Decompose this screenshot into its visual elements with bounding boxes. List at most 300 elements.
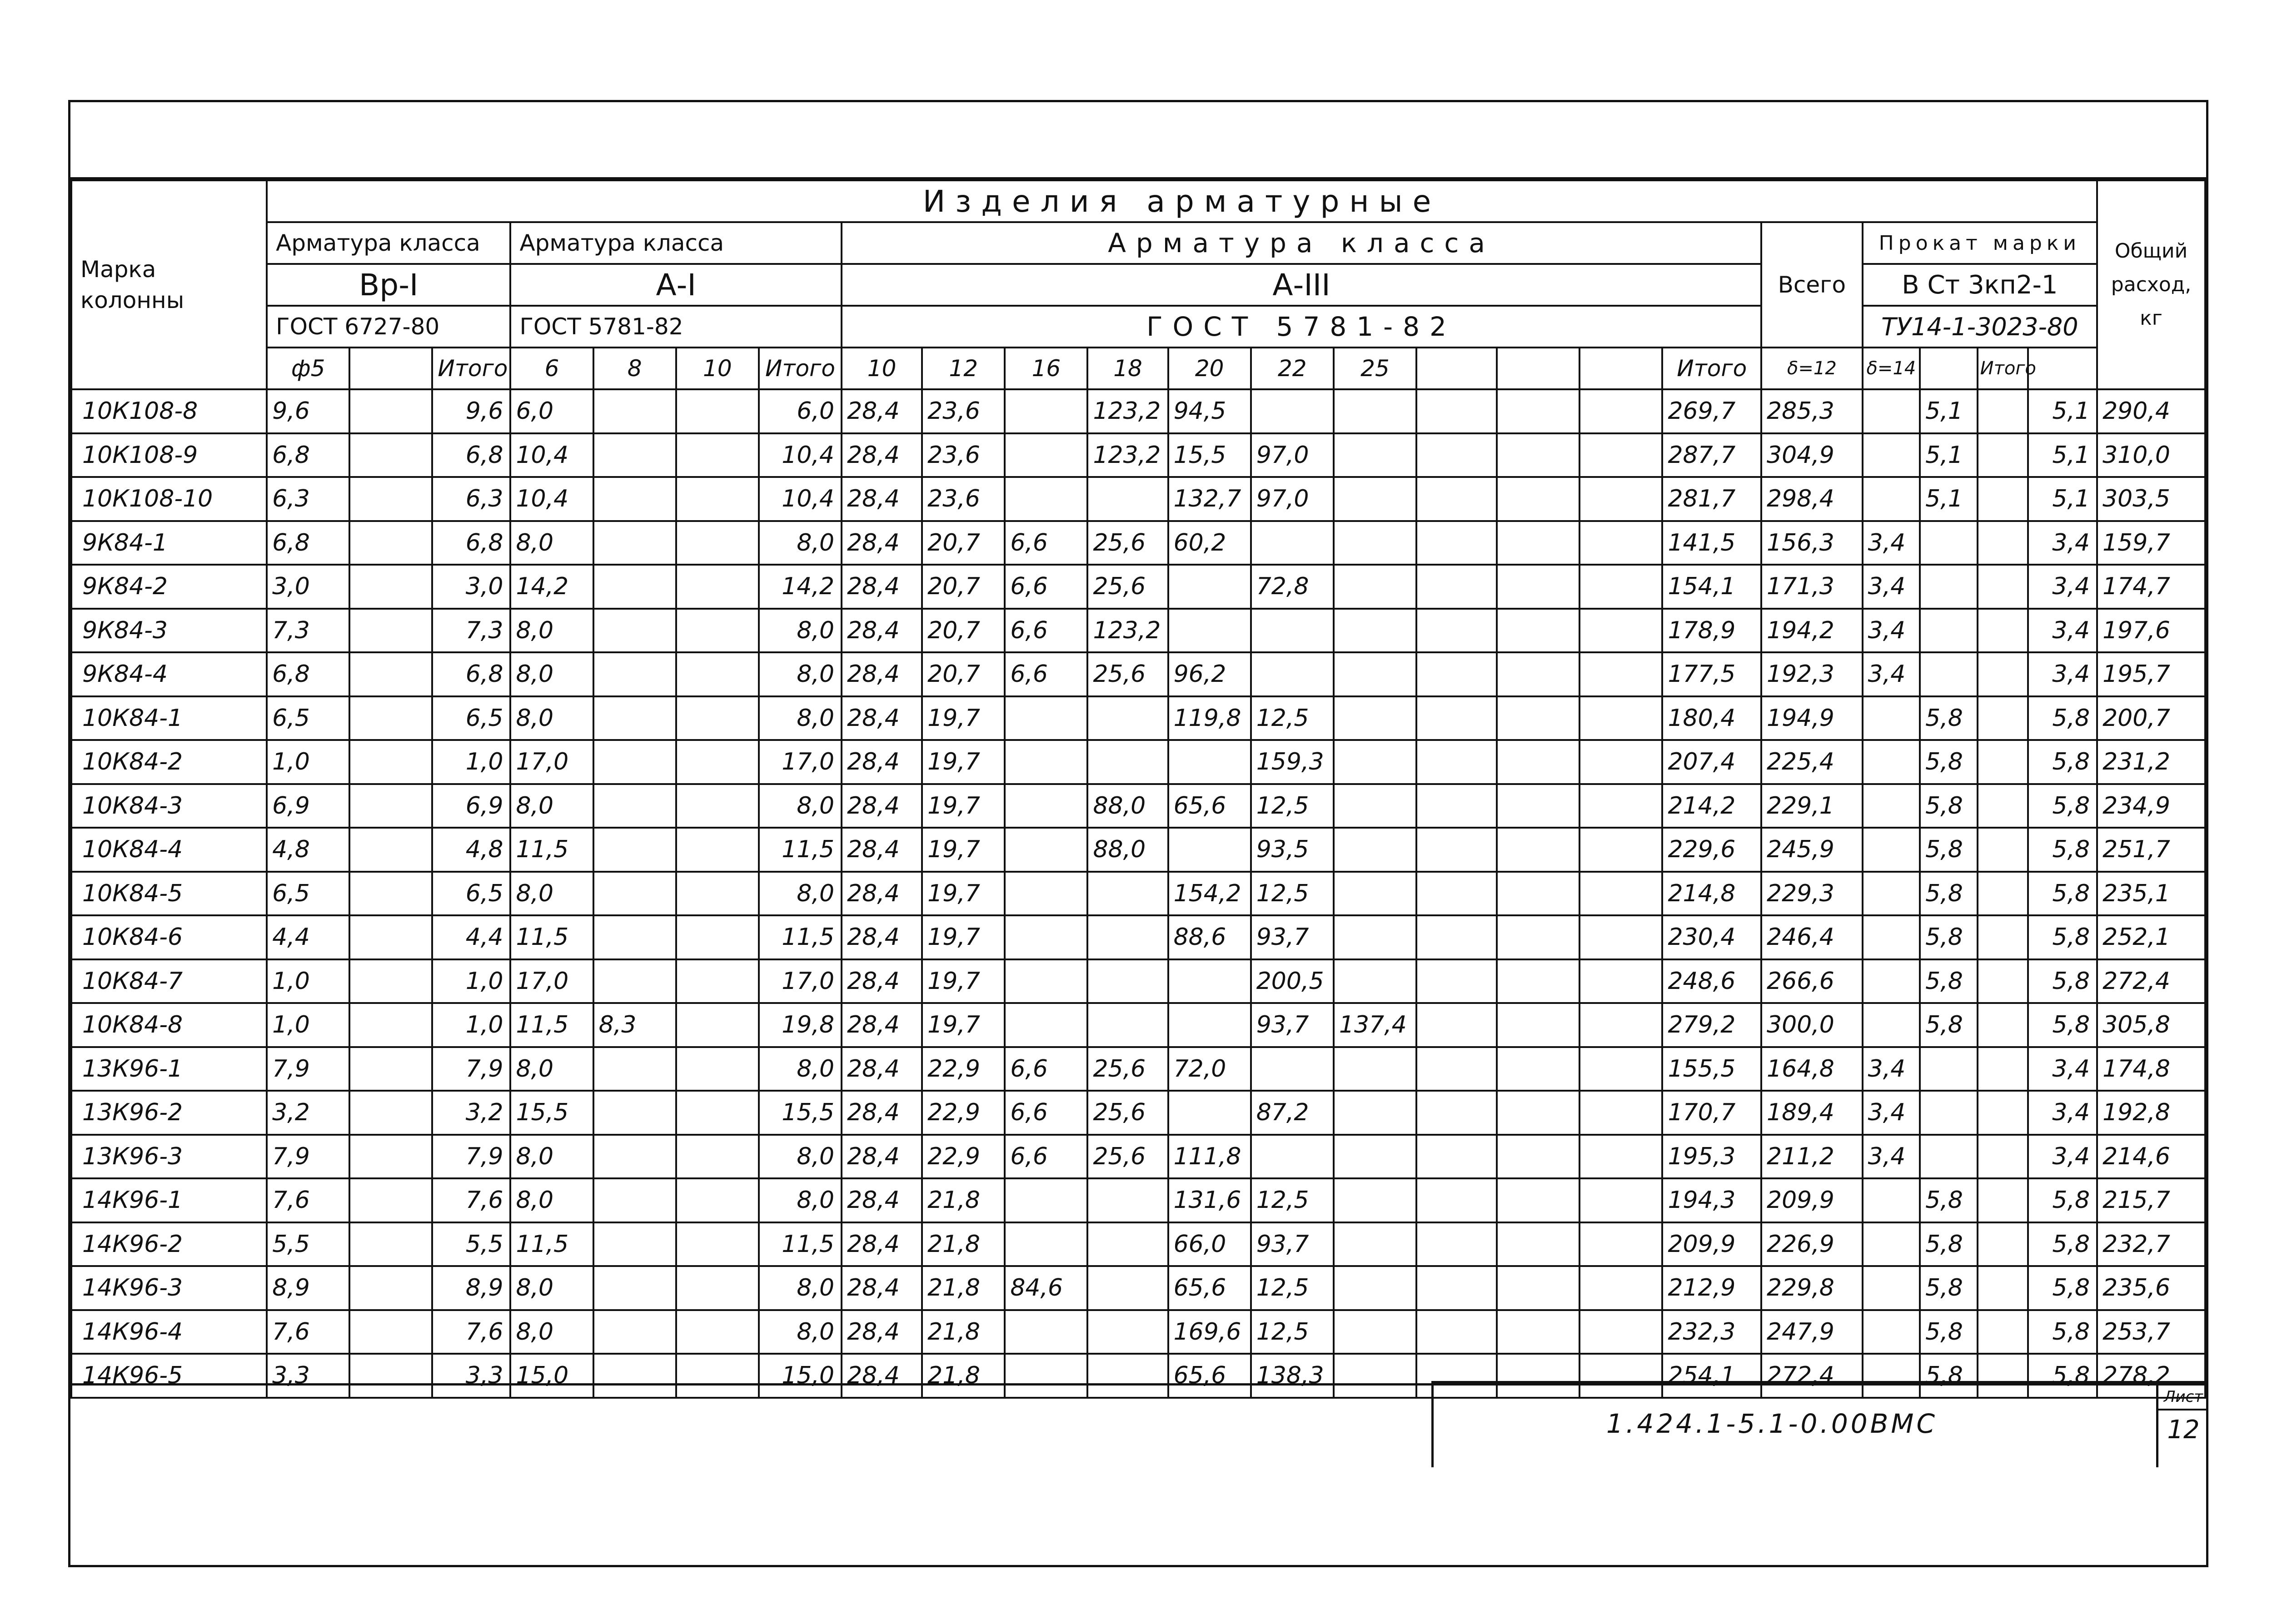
value-cell: 229,8 xyxy=(1761,1266,1863,1310)
table-title: Изделия арматурные xyxy=(267,180,2097,222)
value-cell xyxy=(1168,565,1251,609)
value-cell: 132,7 xyxy=(1168,477,1251,521)
value-cell xyxy=(1497,477,1579,521)
value-cell: 8,0 xyxy=(759,784,842,828)
value-cell: 8,0 xyxy=(510,1310,593,1354)
value-cell: 226,9 xyxy=(1761,1222,1863,1266)
group1-gost: ГОСТ 6727-80 xyxy=(267,306,510,348)
value-cell: 1,0 xyxy=(432,740,510,784)
value-cell xyxy=(1087,1003,1168,1047)
value-cell: 5,8 xyxy=(1920,1178,1978,1222)
value-cell xyxy=(1497,1310,1579,1354)
value-cell: 14,2 xyxy=(759,565,842,609)
value-cell xyxy=(1863,433,1920,477)
value-cell xyxy=(1334,477,1416,521)
group1-header: Арматура класса xyxy=(267,222,510,264)
value-cell xyxy=(1863,1222,1920,1266)
value-cell: 11,5 xyxy=(510,915,593,959)
group3-sub-9 xyxy=(1579,348,1662,389)
value-cell: 15,5 xyxy=(510,1091,593,1135)
value-cell xyxy=(593,872,676,916)
value-cell: 5,8 xyxy=(2028,1310,2097,1354)
value-cell xyxy=(1978,433,2028,477)
value-cell: 1,0 xyxy=(267,740,349,784)
value-cell xyxy=(349,696,432,740)
mark-column-header: Марка колонны xyxy=(71,180,267,389)
value-cell xyxy=(1579,389,1662,433)
value-cell xyxy=(1334,609,1416,653)
value-cell xyxy=(349,652,432,696)
value-cell: 6,6 xyxy=(1005,1135,1087,1179)
value-cell: 21,8 xyxy=(922,1354,1005,1398)
column-mark-cell: 10К84-3 xyxy=(71,784,267,828)
value-cell: 254,1 xyxy=(1662,1354,1761,1398)
table-row xyxy=(71,1003,2205,1047)
general-consumption-header: Общий расход, кг xyxy=(2097,180,2205,389)
value-cell xyxy=(1497,1003,1579,1047)
value-cell xyxy=(349,1354,432,1398)
value-cell: 8,0 xyxy=(759,872,842,916)
value-cell xyxy=(1920,1091,1978,1135)
value-cell: 19,7 xyxy=(922,828,1005,872)
value-cell: 19,8 xyxy=(759,1003,842,1047)
value-cell: 6,6 xyxy=(1005,1091,1087,1135)
value-cell: 5,8 xyxy=(2028,959,2097,1003)
value-cell xyxy=(676,740,759,784)
value-cell xyxy=(676,1178,759,1222)
value-cell xyxy=(593,521,676,565)
value-cell: 93,5 xyxy=(1251,828,1334,872)
value-cell: 12,5 xyxy=(1251,784,1334,828)
value-cell: 211,2 xyxy=(1761,1135,1863,1179)
value-cell xyxy=(1978,609,2028,653)
value-cell: 119,8 xyxy=(1168,696,1251,740)
value-cell: 20,7 xyxy=(922,521,1005,565)
value-cell xyxy=(1251,521,1334,565)
column-mark-cell: 14К96-3 xyxy=(71,1266,267,1310)
value-cell xyxy=(349,609,432,653)
value-cell: 5,8 xyxy=(1920,915,1978,959)
column-mark-cell: 9К84-3 xyxy=(71,609,267,653)
value-cell xyxy=(1978,828,2028,872)
value-cell xyxy=(1978,652,2028,696)
value-cell: 5,8 xyxy=(2028,1178,2097,1222)
value-cell xyxy=(1579,1003,1662,1047)
table-row xyxy=(71,696,2205,740)
value-cell xyxy=(593,696,676,740)
value-cell xyxy=(1579,696,1662,740)
value-cell xyxy=(1416,1266,1497,1310)
value-cell: 155,5 xyxy=(1662,1047,1761,1091)
value-cell: 6,8 xyxy=(267,521,349,565)
value-cell: 5,8 xyxy=(2028,1354,2097,1398)
value-cell xyxy=(1579,915,1662,959)
value-cell: 8,0 xyxy=(759,1047,842,1091)
value-cell xyxy=(349,1135,432,1179)
value-cell xyxy=(1497,433,1579,477)
value-cell: 28,4 xyxy=(842,784,922,828)
value-cell xyxy=(676,521,759,565)
value-cell: 8,9 xyxy=(432,1266,510,1310)
value-cell: 234,9 xyxy=(2097,784,2205,828)
value-cell: 5,8 xyxy=(1920,1003,1978,1047)
group3-sub-10: Итого xyxy=(1662,348,1761,389)
value-cell xyxy=(1497,1047,1579,1091)
value-cell: 28,4 xyxy=(842,652,922,696)
group3-sub-1: 12 xyxy=(922,348,1005,389)
table-row xyxy=(71,740,2205,784)
value-cell: 25,6 xyxy=(1087,565,1168,609)
value-cell: 28,4 xyxy=(842,1266,922,1310)
value-cell xyxy=(676,696,759,740)
table-row xyxy=(71,565,2205,609)
value-cell xyxy=(593,1222,676,1266)
value-cell xyxy=(1978,959,2028,1003)
value-cell xyxy=(1416,696,1497,740)
value-cell: 7,3 xyxy=(432,609,510,653)
group3-sub-7 xyxy=(1416,348,1497,389)
value-cell xyxy=(1087,1310,1168,1354)
table-row xyxy=(71,1178,2205,1222)
value-cell: 123,2 xyxy=(1087,389,1168,433)
value-cell: 8,0 xyxy=(510,521,593,565)
value-cell xyxy=(1005,433,1087,477)
rolled-grade: В Ст 3кп2-1 xyxy=(1863,264,2097,306)
table-row xyxy=(71,1135,2205,1179)
value-cell: 5,1 xyxy=(1920,477,1978,521)
value-cell xyxy=(593,1310,676,1354)
value-cell xyxy=(1005,959,1087,1003)
value-cell xyxy=(676,609,759,653)
value-cell xyxy=(1005,1003,1087,1047)
value-cell: 225,4 xyxy=(1761,740,1863,784)
value-cell xyxy=(1416,1222,1497,1266)
value-cell xyxy=(1416,1178,1497,1222)
value-cell: 28,4 xyxy=(842,740,922,784)
value-cell: 6,5 xyxy=(267,872,349,916)
value-cell: 97,0 xyxy=(1251,477,1334,521)
value-cell xyxy=(1920,521,1978,565)
value-cell xyxy=(349,1047,432,1091)
value-cell xyxy=(1005,1310,1087,1354)
rolled-header: Прокат марки xyxy=(1863,222,2097,264)
value-cell xyxy=(1087,915,1168,959)
value-cell xyxy=(1978,1222,2028,1266)
value-cell: 8,0 xyxy=(510,784,593,828)
group3-sub-0: 10 xyxy=(842,348,922,389)
value-cell xyxy=(1416,521,1497,565)
value-cell xyxy=(349,959,432,1003)
value-cell xyxy=(1416,1135,1497,1179)
value-cell: 131,6 xyxy=(1168,1178,1251,1222)
value-cell: 6,8 xyxy=(432,433,510,477)
value-cell xyxy=(1005,828,1087,872)
value-cell: 20,7 xyxy=(922,652,1005,696)
value-cell: 12,5 xyxy=(1251,1266,1334,1310)
value-cell: 84,6 xyxy=(1005,1266,1087,1310)
value-cell xyxy=(1087,1266,1168,1310)
value-cell xyxy=(1497,828,1579,872)
value-cell xyxy=(349,872,432,916)
group2-gost: ГОСТ 5781-82 xyxy=(510,306,842,348)
value-cell: 6,9 xyxy=(432,784,510,828)
value-cell xyxy=(1005,872,1087,916)
value-cell xyxy=(1416,1003,1497,1047)
value-cell xyxy=(593,915,676,959)
value-cell xyxy=(1497,389,1579,433)
value-cell xyxy=(1497,1135,1579,1179)
value-cell xyxy=(1005,915,1087,959)
value-cell xyxy=(676,1003,759,1047)
value-cell xyxy=(1416,959,1497,1003)
value-cell xyxy=(593,1354,676,1398)
value-cell: 28,4 xyxy=(842,1222,922,1266)
value-cell: 3,0 xyxy=(267,565,349,609)
value-cell: 5,8 xyxy=(1920,1266,1978,1310)
value-cell xyxy=(1978,565,2028,609)
column-mark-cell: 10К84-6 xyxy=(71,915,267,959)
value-cell xyxy=(349,389,432,433)
value-cell xyxy=(1168,740,1251,784)
value-cell: 15,5 xyxy=(1168,433,1251,477)
value-cell xyxy=(1334,740,1416,784)
value-cell: 137,4 xyxy=(1334,1003,1416,1047)
group3-sub-2: 16 xyxy=(1005,348,1087,389)
value-cell: 12,5 xyxy=(1251,1178,1334,1222)
value-cell: 17,0 xyxy=(510,740,593,784)
value-cell xyxy=(1978,1047,2028,1091)
value-cell: 5,1 xyxy=(1920,433,1978,477)
group1-sub-2: Итого xyxy=(432,348,510,389)
value-cell: 23,6 xyxy=(922,477,1005,521)
value-cell: 5,1 xyxy=(2028,477,2097,521)
value-cell xyxy=(1334,565,1416,609)
rolled-sub-0: δ=12 xyxy=(1761,348,1863,389)
value-cell: 3,4 xyxy=(1863,609,1920,653)
value-cell: 7,6 xyxy=(432,1178,510,1222)
group2-sub-1: 8 xyxy=(593,348,676,389)
value-cell xyxy=(593,1178,676,1222)
value-cell xyxy=(676,1310,759,1354)
value-cell xyxy=(1497,1222,1579,1266)
value-cell: 1,0 xyxy=(267,959,349,1003)
value-cell: 21,8 xyxy=(922,1310,1005,1354)
value-cell: 5,8 xyxy=(1920,740,1978,784)
value-cell: 28,4 xyxy=(842,477,922,521)
column-mark-cell: 10К84-8 xyxy=(71,1003,267,1047)
value-cell xyxy=(676,1222,759,1266)
value-cell: 5,8 xyxy=(1920,1354,1978,1398)
table-row xyxy=(71,784,2205,828)
value-cell xyxy=(1334,872,1416,916)
value-cell: 298,4 xyxy=(1761,477,1863,521)
value-cell xyxy=(1579,521,1662,565)
value-cell: 5,8 xyxy=(2028,828,2097,872)
value-cell xyxy=(1334,1047,1416,1091)
value-cell: 21,8 xyxy=(922,1178,1005,1222)
value-cell: 5,1 xyxy=(2028,389,2097,433)
value-cell: 3,4 xyxy=(1863,1135,1920,1179)
drawing-sheet xyxy=(68,100,2208,1567)
value-cell xyxy=(1863,915,1920,959)
value-cell: 6,3 xyxy=(432,477,510,521)
table-row xyxy=(71,389,2205,433)
value-cell xyxy=(676,389,759,433)
value-cell: 65,6 xyxy=(1168,784,1251,828)
value-cell: 231,2 xyxy=(2097,740,2205,784)
value-cell xyxy=(1334,1135,1416,1179)
value-cell: 5,8 xyxy=(2028,1003,2097,1047)
value-cell xyxy=(1978,740,2028,784)
value-cell xyxy=(1334,784,1416,828)
value-cell xyxy=(1334,652,1416,696)
value-cell xyxy=(1497,521,1579,565)
value-cell xyxy=(1005,740,1087,784)
value-cell: 28,4 xyxy=(842,1310,922,1354)
value-cell xyxy=(1005,696,1087,740)
column-mark-cell: 10К108-10 xyxy=(71,477,267,521)
value-cell: 246,4 xyxy=(1761,915,1863,959)
value-cell xyxy=(1334,959,1416,1003)
value-cell: 3,2 xyxy=(267,1091,349,1135)
value-cell xyxy=(1416,872,1497,916)
value-cell: 195,3 xyxy=(1662,1135,1761,1179)
value-cell xyxy=(593,389,676,433)
drawing-code: 1.424.1-5.1-0.00ВМС xyxy=(1606,1408,1938,1439)
value-cell: 1,0 xyxy=(267,1003,349,1047)
value-cell: 5,8 xyxy=(1920,872,1978,916)
value-cell xyxy=(676,784,759,828)
value-cell: 28,4 xyxy=(842,915,922,959)
value-cell: 209,9 xyxy=(1662,1222,1761,1266)
value-cell: 278,2 xyxy=(2097,1354,2205,1398)
value-cell xyxy=(1087,1354,1168,1398)
value-cell: 7,6 xyxy=(432,1310,510,1354)
value-cell: 72,0 xyxy=(1168,1047,1251,1091)
value-cell xyxy=(676,828,759,872)
value-cell: 6,8 xyxy=(432,652,510,696)
value-cell xyxy=(593,652,676,696)
value-cell: 28,4 xyxy=(842,1003,922,1047)
value-cell: 194,2 xyxy=(1761,609,1863,653)
column-mark-cell: 10К84-4 xyxy=(71,828,267,872)
table-row xyxy=(71,915,2205,959)
value-cell xyxy=(1579,1266,1662,1310)
value-cell: 5,8 xyxy=(2028,740,2097,784)
value-cell xyxy=(1334,915,1416,959)
value-cell xyxy=(1334,1091,1416,1135)
value-cell xyxy=(593,1266,676,1310)
value-cell xyxy=(349,828,432,872)
value-cell: 28,4 xyxy=(842,433,922,477)
value-cell: 19,7 xyxy=(922,696,1005,740)
value-cell: 269,7 xyxy=(1662,389,1761,433)
value-cell xyxy=(349,433,432,477)
column-mark-cell: 14К96-4 xyxy=(71,1310,267,1354)
table-body xyxy=(71,389,2205,1398)
value-cell: 192,3 xyxy=(1761,652,1863,696)
value-cell xyxy=(349,1178,432,1222)
value-cell xyxy=(349,1003,432,1047)
value-cell: 14,2 xyxy=(510,565,593,609)
value-cell: 3,3 xyxy=(267,1354,349,1398)
group1-sub-1 xyxy=(349,348,432,389)
value-cell: 8,0 xyxy=(510,1178,593,1222)
value-cell: 6,6 xyxy=(1005,609,1087,653)
value-cell: 6,5 xyxy=(267,696,349,740)
value-cell xyxy=(676,1135,759,1179)
value-cell xyxy=(1579,784,1662,828)
group3-sub-5: 22 xyxy=(1251,348,1334,389)
value-cell: 19,7 xyxy=(922,1003,1005,1047)
table-row xyxy=(71,521,2205,565)
value-cell xyxy=(593,609,676,653)
column-mark-cell: 10К108-9 xyxy=(71,433,267,477)
value-cell xyxy=(1579,740,1662,784)
value-cell xyxy=(349,915,432,959)
value-cell: 200,5 xyxy=(1251,959,1334,1003)
group3-header: Арматура класса xyxy=(842,222,1761,264)
value-cell: 28,4 xyxy=(842,872,922,916)
value-cell xyxy=(1863,696,1920,740)
value-cell xyxy=(1334,433,1416,477)
value-cell: 28,4 xyxy=(842,1047,922,1091)
value-cell: 8,0 xyxy=(759,609,842,653)
value-cell xyxy=(1087,1178,1168,1222)
value-cell xyxy=(1251,652,1334,696)
value-cell: 8,0 xyxy=(759,521,842,565)
value-cell xyxy=(593,433,676,477)
value-cell xyxy=(1920,1047,1978,1091)
value-cell: 28,4 xyxy=(842,696,922,740)
value-cell xyxy=(1579,959,1662,1003)
value-cell: 7,9 xyxy=(267,1047,349,1091)
value-cell: 8,0 xyxy=(510,696,593,740)
column-mark-cell: 13К96-1 xyxy=(71,1047,267,1091)
value-cell: 22,9 xyxy=(922,1047,1005,1091)
value-cell xyxy=(1005,1222,1087,1266)
group3-class: А-III xyxy=(842,264,1761,306)
value-cell: 94,5 xyxy=(1168,389,1251,433)
value-cell: 159,3 xyxy=(1251,740,1334,784)
value-cell: 25,6 xyxy=(1087,1091,1168,1135)
value-cell xyxy=(1416,784,1497,828)
rolled-sub-1: δ=14 xyxy=(1863,348,1920,389)
value-cell xyxy=(1920,652,1978,696)
value-cell: 164,8 xyxy=(1761,1047,1863,1091)
column-mark-cell: 10К84-1 xyxy=(71,696,267,740)
value-cell: 12,5 xyxy=(1251,696,1334,740)
value-cell xyxy=(1334,1222,1416,1266)
value-cell xyxy=(1087,872,1168,916)
value-cell: 232,7 xyxy=(2097,1222,2205,1266)
value-cell: 159,7 xyxy=(2097,521,2205,565)
value-cell: 6,6 xyxy=(1005,521,1087,565)
value-cell: 235,6 xyxy=(2097,1266,2205,1310)
value-cell: 3,4 xyxy=(2028,1047,2097,1091)
group2-class: А-I xyxy=(510,264,842,306)
table-row xyxy=(71,872,2205,916)
value-cell xyxy=(676,1354,759,1398)
table-row xyxy=(71,433,2205,477)
value-cell xyxy=(1334,1266,1416,1310)
value-cell: 4,8 xyxy=(267,828,349,872)
value-cell xyxy=(1579,652,1662,696)
value-cell: 180,4 xyxy=(1662,696,1761,740)
value-cell xyxy=(1978,1310,2028,1354)
table-row xyxy=(71,1310,2205,1354)
value-cell: 281,7 xyxy=(1662,477,1761,521)
